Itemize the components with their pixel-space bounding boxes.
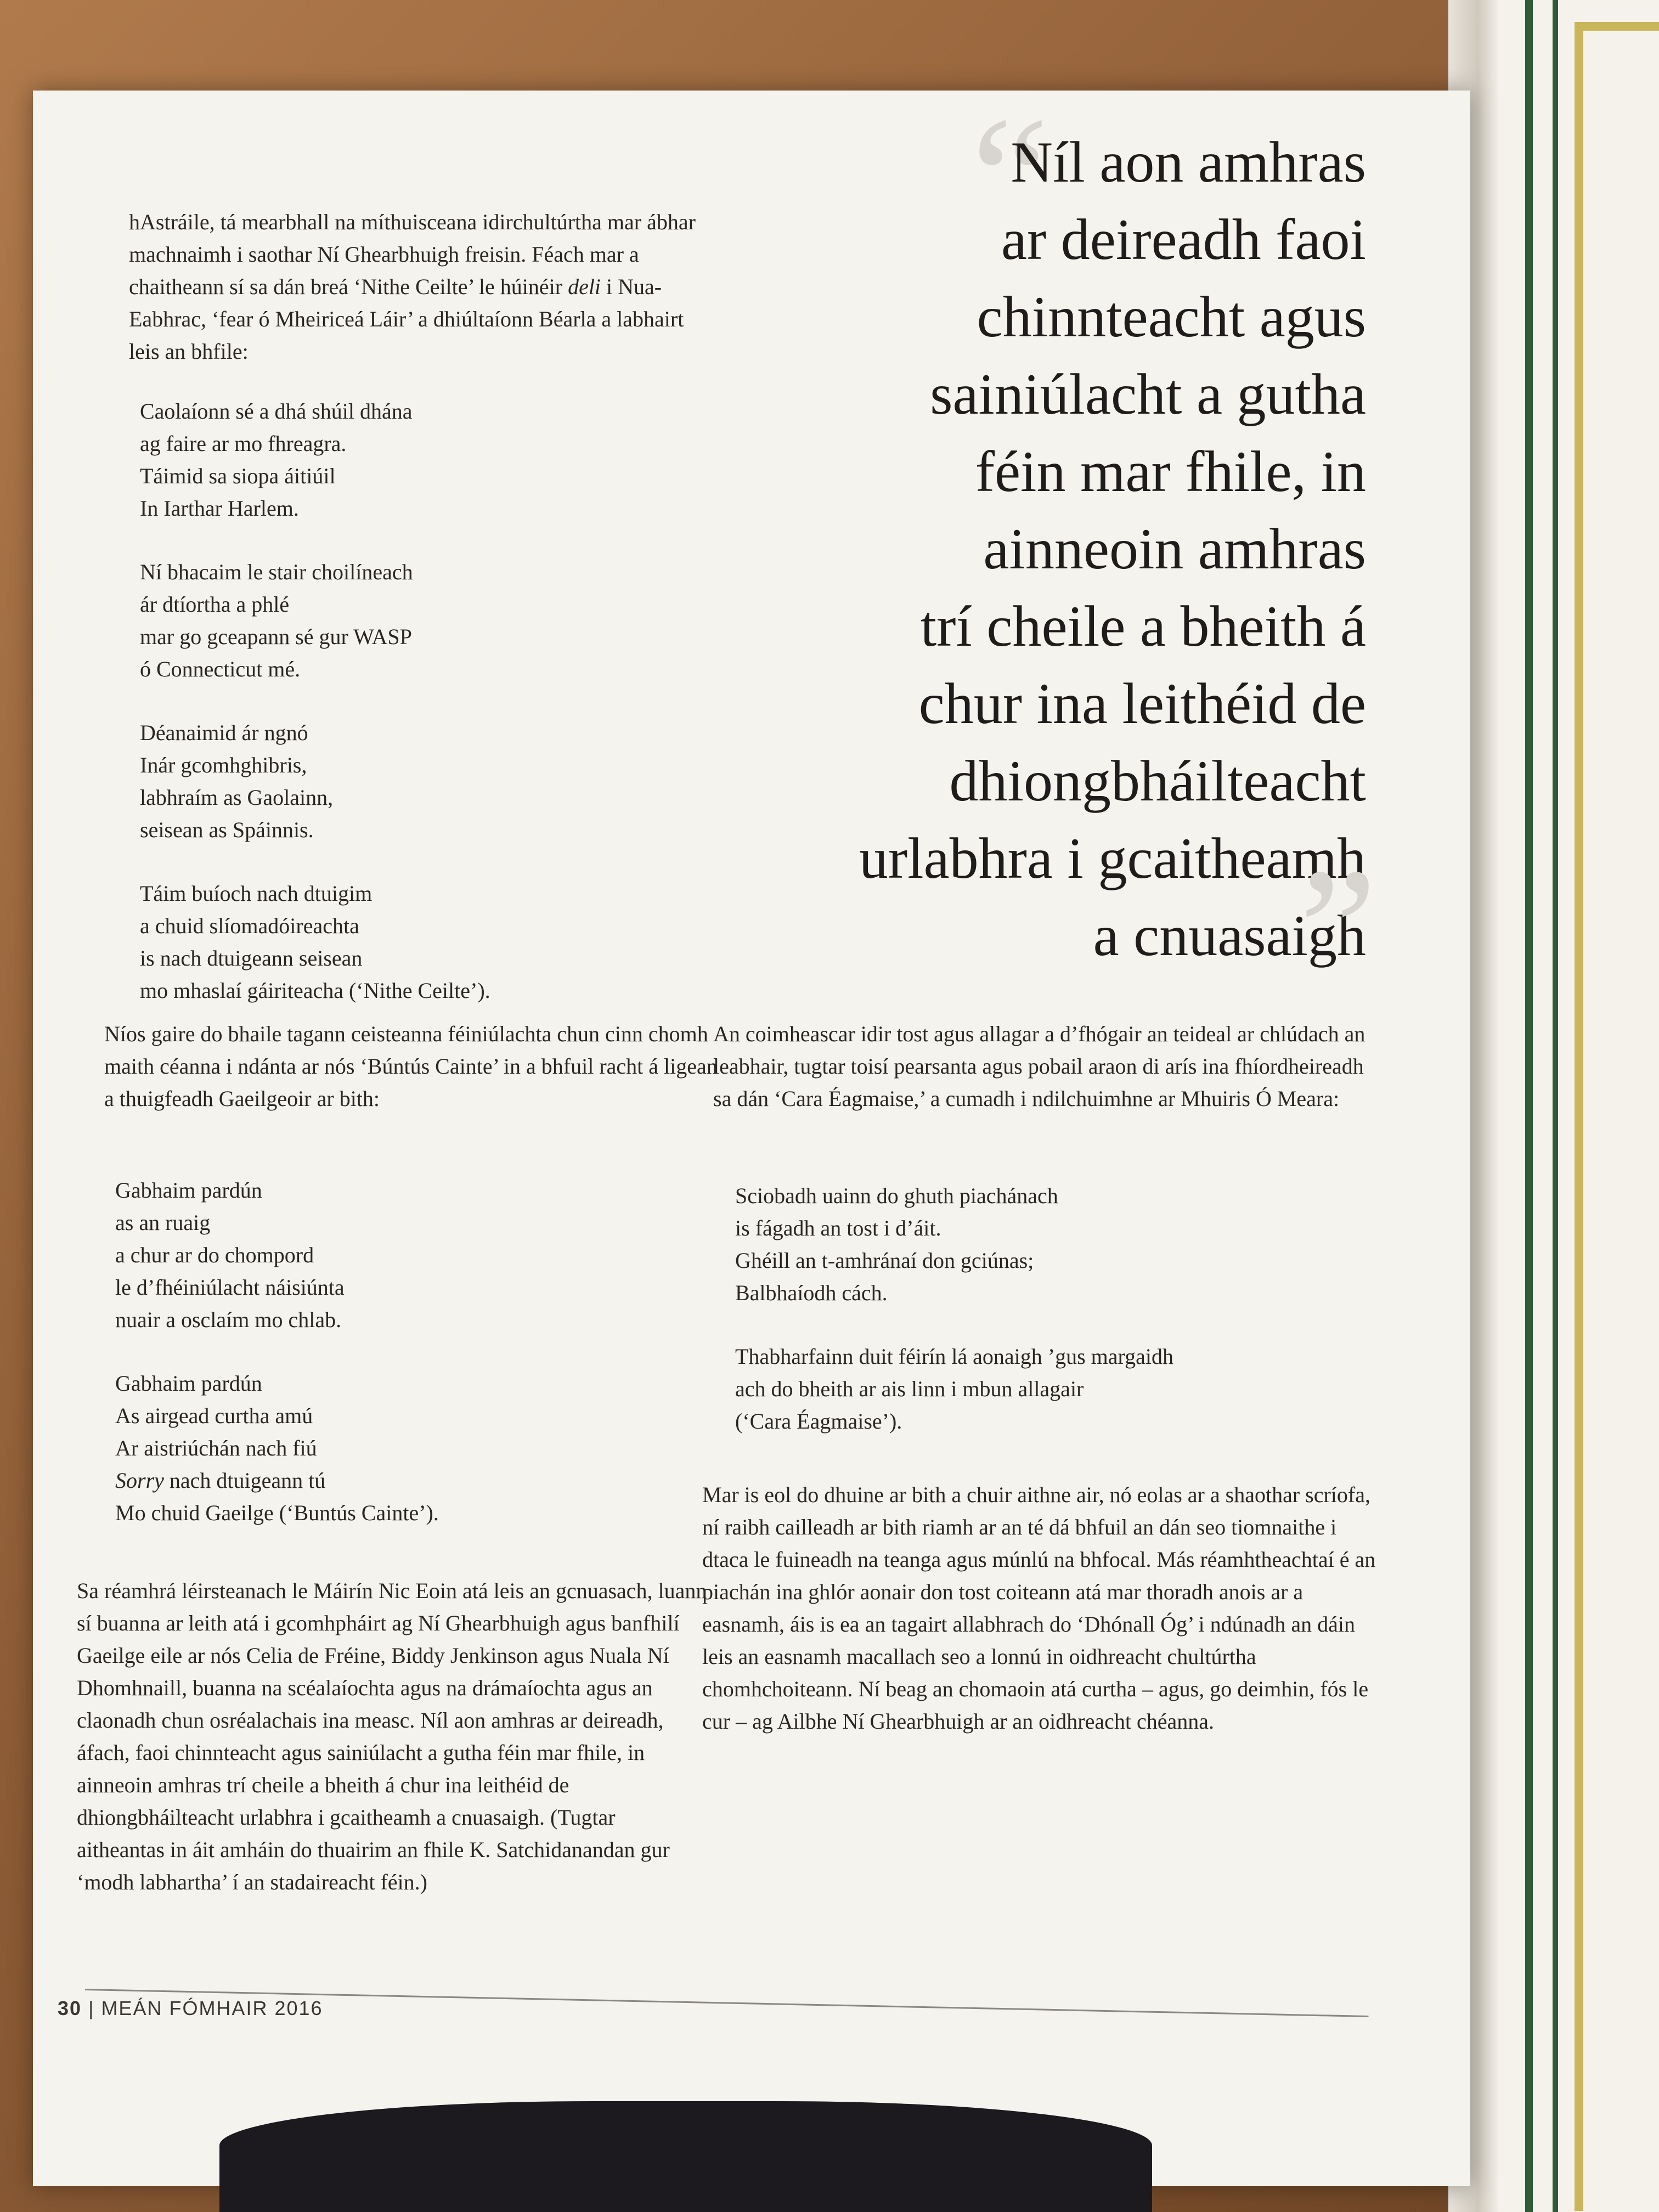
pullquote-line: ar deireadh faoi <box>1001 207 1366 272</box>
poem-line: Gabhaim pardún <box>115 1178 262 1203</box>
paragraph-buntus <box>104 1018 724 1115</box>
poem-line: Ar aistriúchán nach fiú <box>115 1436 317 1460</box>
pullquote-line: chinnteacht agus <box>977 285 1366 349</box>
shadow <box>219 2101 1152 2212</box>
pull-quote <box>790 81 1377 1027</box>
issue-date: MEÁN FÓMHAIR 2016 <box>101 1997 323 2019</box>
poem-line: Balbhaíodh cách. <box>735 1280 888 1305</box>
poem-cara-eagmaise <box>735 1180 1284 1469</box>
paragraph-closing <box>702 1479 1377 1737</box>
pullquote-line: trí cheile a bheith á <box>920 594 1366 658</box>
poem-line: Táimid sa siopa áitiúil <box>140 464 336 488</box>
poem-line <box>115 1464 609 1497</box>
poem-line: a chur ar do chompord <box>115 1243 314 1267</box>
paragraph-text: Mar is eol do dhuine ar bith a chuir aithne air, nó eolas ar a shaothar scríofa, ní raibh cailleadh ar bith riamh ar an té dá bhfuil an dán seo tiomnaithe i dtaca le fuineadh na teanga agus múnlú na bhfocal. Más réamhtheachtaí é an piachán ina ghlór aonair don tost coiteann atá mar thoradh anois ar a easnamh, áis is ea an tagairt allabhrach do ‘Dhónall Óg’ i ndúnadh an dáin leis an easnamh macallach seo a lonnú in oidhreacht chultúrtha chomhchoiteann. Ní beag an chomaoin atá curtha – agus, go deimhin, fós le cur – ag Ailbhe Ní Ghearbhuigh ar an oidhreacht chéanna. <box>702 1482 1376 1734</box>
intro-italic: deli <box>568 274 601 299</box>
poem-nithe-ceilte <box>140 395 634 1038</box>
yellow-border <box>1575 22 1659 2211</box>
page-footer <box>58 1997 323 2020</box>
pullquote-line: chur ina leithéid de <box>918 672 1366 736</box>
poem-line: ach do bheith ar ais linn i mbun allagair <box>735 1376 1084 1401</box>
footer-separator: | <box>88 1997 95 2019</box>
pullquote-line: féin mar fhile, in <box>975 439 1366 504</box>
intro-text-end: i Nua-Eabhrac, ‘fear ó Mheiriceá Láir’ a dhiúltaíonn Béarla a labhairt leis an bhfile: <box>129 274 684 364</box>
poem-line: Thabharfainn duit féirín lá aonaigh ’gus margaidh <box>735 1344 1174 1369</box>
poem1-stanza-2 <box>140 556 634 685</box>
intro-paragraph <box>129 206 719 368</box>
pullquote-line: ainneoin amhras <box>983 517 1366 581</box>
poem-line: Táim buíoch nach dtuigim <box>140 881 373 906</box>
poem-line: mar go gceapann sé gur WASP <box>140 624 412 649</box>
page-number: 30 <box>58 1997 82 2019</box>
paragraph-reamhra <box>77 1575 708 1898</box>
poem-line: Déanaimid ár ngnó <box>140 720 308 745</box>
pullquote-line: dhiongbháilteacht <box>949 749 1366 813</box>
poem-line: (‘Cara Éagmaise’). <box>735 1409 902 1434</box>
pullquote-line: a cnuasaigh <box>1093 904 1366 968</box>
magazine-page <box>33 81 1470 2186</box>
poem1-stanza-1 <box>140 395 634 524</box>
pullquote-line: Níl aon amhras <box>1011 130 1366 194</box>
paragraph-text: An coimheascar idir tost agus allagar a d’fhógair an teideal ar chlúdach an leabhair, tugtar toisí pearsanta agus pobail araon di arís ina fhíordheireadh sa dán ‘Cara Éagmaise,’ a cumadh i ndilchuimhne ar Mhuiris Ó Meara: <box>713 1022 1365 1111</box>
facing-page <box>1481 0 1659 2212</box>
pullquote-line: urlabhra i gcaitheamh <box>859 826 1366 890</box>
poem-line: Sciobadh uainn do ghuth piachánach <box>735 1183 1058 1208</box>
poem-line: In Iarthar Harlem. <box>140 496 299 521</box>
poem-line: Ghéill an t-amhránaí don gciúnas; <box>735 1248 1034 1273</box>
poem-line: a chuid slíomadóireachta <box>140 913 359 938</box>
poem-buntus-cainte <box>115 1174 609 1560</box>
pullquote-line: sainiúlacht a gutha <box>930 362 1366 426</box>
poem3-stanza-1 <box>735 1180 1284 1309</box>
paragraph-cara-eagmaise <box>713 1018 1372 1115</box>
paragraph-text: Níos gaire do bhaile tagann ceisteanna féiniúlachta chun cinn chomh maith céanna i ndánta ar nós ‘Búntús Cainte’ in a bhfuil racht á ligean a thuigfeadh Gaeilgeoir ar bith: <box>104 1022 718 1111</box>
poem-line: Inár gcomhghibris, <box>140 753 307 777</box>
green-border <box>1525 0 1558 2212</box>
poem-line: le d’fhéiniúlacht náisiúnta <box>115 1275 345 1300</box>
open-quote-mark: “ <box>971 81 1049 275</box>
italic-word: Sorry <box>115 1468 164 1493</box>
close-quote-mark: ” <box>1299 833 1377 1027</box>
poem-line: Ní bhacaim le stair choilíneach <box>140 560 413 584</box>
paragraph-text: Sa réamhrá léirsteanach le Máirín Nic Eoin atá leis an gcnuasach, luann sí buanna ar leith atá i gcomhpháirt ag Ní Ghearbhuigh agus banfhilí Gaeilge eile ar nós Celia de Fréine, Biddy Jenkinson agus Nuala Ní Dhomhnaill, buanna na scéalaíochta agus na drámaíochta agus an claonadh chun osréalachais ina measc. Níl aon amhras ar deireadh, áfach, faoi chinnteacht agus sainiúlacht a gutha féin mar fhile, in ainneoin amhras trí cheile a bheith á chur ina leithéid de dhiongbháilteacht urlabhra i gcaitheamh a cnuasaigh. (Tugtar aitheantas in áit amháin do thuairim an fhile K. Satchidanandan gur ‘modh labhartha’ í an stadaireacht féin.) <box>77 1578 707 1894</box>
poem-line: ag faire ar mo fhreagra. <box>140 431 347 456</box>
poem1-stanza-3 <box>140 716 634 846</box>
poem-line: seisean as Spáinnis. <box>140 817 314 842</box>
poem1-stanza-4 <box>140 877 634 1007</box>
line-rest: nach dtuigeann tú <box>163 1468 326 1493</box>
poem-line: is fágadh an tost i d’áit. <box>735 1216 941 1240</box>
poem3-stanza-2 <box>735 1340 1284 1437</box>
poem-line: Caolaíonn sé a dhá shúil dhána <box>140 399 413 424</box>
poem-line: is nach dtuigeann seisean <box>140 946 363 970</box>
poem2-stanza-2 <box>115 1367 609 1529</box>
poem-line: as an ruaig <box>115 1210 211 1235</box>
poem-line: nuair a osclaím mo chlab. <box>115 1307 342 1332</box>
poem2-stanza-1 <box>115 1174 609 1336</box>
poem-line: ó Connecticut mé. <box>140 657 301 681</box>
poem-line: labhraím as Gaolainn, <box>140 785 334 810</box>
poem-line: Gabhaim pardún <box>115 1371 262 1396</box>
poem-line: Mo chuid Gaeilge (‘Buntús Cainte’). <box>115 1500 439 1525</box>
poem-line: As airgead curtha amú <box>115 1403 313 1428</box>
poem-line: ár dtíortha a phlé <box>140 592 290 617</box>
intro-text: hAstráile, tá mearbhall na míthuisceana idirchultúrtha mar ábhar machnaimh i saothar Ní Ghearbhuigh freisin. Féach mar a chaitheann sí sa dán breá ‘Nithe Ceilte’ le húinéir <box>129 210 696 299</box>
poem-line: mo mhaslaí gáiriteacha (‘Nithe Ceilte’). <box>140 978 490 1003</box>
